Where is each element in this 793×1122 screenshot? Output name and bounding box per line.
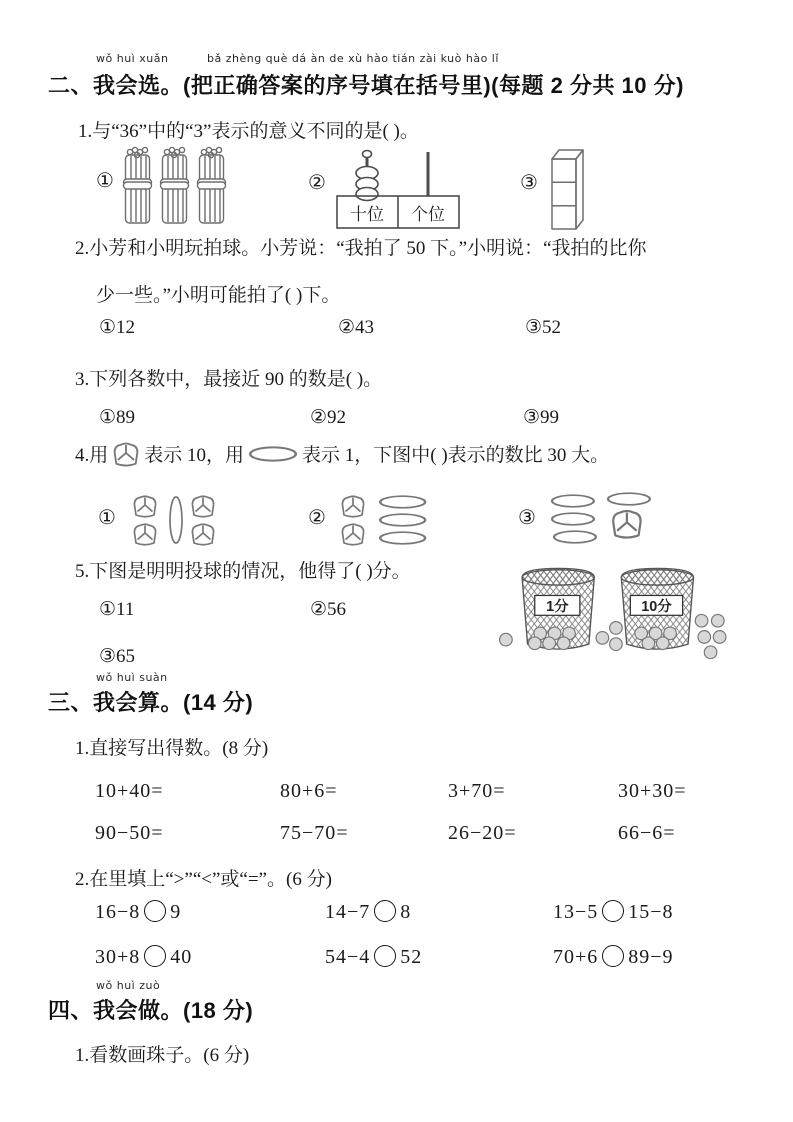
answer-circle bbox=[602, 900, 624, 922]
section3-sub2-text: 2.在里填上“>”“<”或“=”。(6 分) bbox=[75, 869, 332, 890]
q4-option-2 bbox=[308, 505, 326, 530]
cmp-left: 14−7 bbox=[325, 901, 371, 923]
calc-expression: 30+30= bbox=[618, 780, 687, 802]
q2-option-2: ②43 bbox=[338, 317, 375, 338]
section4-pinyin: wǒ huì zuò bbox=[96, 979, 161, 992]
calc-expression: 66−6= bbox=[618, 822, 676, 844]
cube-stack-image bbox=[550, 146, 588, 232]
answer-circle bbox=[144, 900, 166, 922]
q4-option1-image bbox=[128, 492, 228, 550]
answer-circle bbox=[144, 945, 166, 967]
q4-text-mid2: 表示 1，下图中( )表示的数比 30 大。 bbox=[302, 445, 610, 466]
q3-text: 3.下列各数中，最接近 90 的数是( )。 bbox=[75, 369, 383, 390]
calc-expression: 3+70= bbox=[448, 780, 506, 802]
section2-title: 二、我会选。(把正确答案的序号填在括号里)(每题 2 分共 10 分) bbox=[48, 73, 684, 98]
basket1-score-label: 1分 bbox=[546, 598, 569, 615]
q4-option3-label: ③ bbox=[518, 507, 536, 529]
cmp-left: 16−8 bbox=[95, 901, 141, 923]
section3-pinyin: wǒ huì suàn bbox=[96, 671, 168, 684]
q4-text bbox=[75, 440, 609, 467]
cmp-right: 9 bbox=[170, 901, 182, 923]
section4-sub1-text: 1.看数画珠子。(6 分) bbox=[75, 1045, 250, 1066]
section3-sub1-text: 1.直接写出得数。(8 分) bbox=[75, 738, 269, 759]
cmp-right: 40 bbox=[170, 946, 193, 968]
q4-option3-image bbox=[548, 492, 668, 550]
stick-bundles-image bbox=[122, 146, 230, 228]
calc-expression: 80+6= bbox=[280, 780, 338, 802]
q4-option-1 bbox=[98, 505, 116, 530]
section4-title: 四、我会做。(18 分) bbox=[48, 998, 254, 1023]
cmp-right: 15−8 bbox=[628, 901, 674, 923]
calc-expression: 10+40= bbox=[95, 780, 164, 802]
q4-option3-drawing bbox=[548, 492, 668, 550]
q5-text: 5.下图是明明投球的情况，他得了( )分。 bbox=[75, 561, 411, 582]
place-value-abacus-image bbox=[336, 148, 462, 230]
cmp-right: 52 bbox=[400, 946, 423, 968]
comparison-problem bbox=[325, 945, 422, 969]
q3-option-2: ②92 bbox=[310, 407, 347, 428]
calc-expression: 75−70= bbox=[280, 822, 349, 844]
q1-option-3 bbox=[520, 170, 538, 195]
q5-option-3: ③65 bbox=[99, 646, 136, 667]
ten-unit-shape-icon bbox=[112, 441, 140, 467]
throwing-baskets-image bbox=[493, 563, 728, 664]
q4-option1-label: ① bbox=[98, 507, 116, 529]
q1-option-2 bbox=[308, 170, 326, 195]
section2-pinyin-2: bǎ zhèng què dá àn de xù hào tián zài kuò hào lǐ bbox=[207, 52, 499, 65]
abacus-ones-label: 个位 bbox=[411, 205, 445, 224]
answer-circle bbox=[602, 945, 624, 967]
cmp-left: 54−4 bbox=[325, 946, 371, 968]
q4-option2-drawing bbox=[338, 492, 438, 550]
answer-circle bbox=[374, 900, 396, 922]
cmp-right: 8 bbox=[400, 901, 412, 923]
comparison-problem bbox=[553, 900, 674, 924]
comparison-problem bbox=[325, 900, 411, 924]
q4-option1-drawing bbox=[128, 492, 228, 550]
place-value-abacus-drawing bbox=[336, 148, 462, 230]
q4-option-3 bbox=[518, 505, 536, 530]
cmp-right: 89−9 bbox=[628, 946, 674, 968]
cube-stack-drawing bbox=[550, 146, 588, 232]
q1-option2-label: ② bbox=[308, 172, 326, 194]
q4-text-mid1: 表示 10，用 bbox=[144, 445, 245, 466]
cmp-left: 70+6 bbox=[553, 946, 599, 968]
q4-option2-image bbox=[338, 492, 438, 550]
throwing-baskets-drawing bbox=[493, 563, 728, 664]
q3-option-3: ③99 bbox=[523, 407, 560, 428]
q1-option3-label: ③ bbox=[520, 172, 538, 194]
comparison-problem bbox=[95, 900, 181, 924]
cmp-left: 13−5 bbox=[553, 901, 599, 923]
q2-text-line1: 2.小芳和小明玩拍球。小芳说：“我拍了 50 下。”小明说：“我拍的比你 bbox=[75, 238, 647, 259]
one-unit-shape-icon bbox=[248, 446, 298, 462]
q2-option-3: ③52 bbox=[525, 317, 562, 338]
q5-option-2: ②56 bbox=[310, 599, 347, 620]
q1-option-1 bbox=[96, 168, 114, 193]
answer-circle bbox=[374, 945, 396, 967]
abacus-tens-label: 十位 bbox=[350, 205, 384, 224]
calc-expression: 26−20= bbox=[448, 822, 517, 844]
section2-pinyin-1: wǒ huì xuǎn bbox=[96, 52, 169, 65]
q5-option-1: ①11 bbox=[99, 599, 135, 620]
comparison-problem bbox=[553, 945, 674, 969]
q1-option1-label: ① bbox=[96, 170, 114, 192]
comparison-problem bbox=[95, 945, 192, 969]
section3-title: 三、我会算。(14 分) bbox=[48, 690, 254, 715]
cmp-left: 30+8 bbox=[95, 946, 141, 968]
q2-text-line2: 少一些。”小明可能拍了( )下。 bbox=[96, 285, 341, 306]
q4-text-pre: 4.用 bbox=[75, 445, 109, 466]
q1-text: 1.与“36”中的“3”表示的意义不同的是( )。 bbox=[78, 121, 419, 142]
q2-option-1: ①12 bbox=[99, 317, 136, 338]
calc-expression: 90−50= bbox=[95, 822, 164, 844]
basket2-score-label: 10分 bbox=[641, 598, 672, 615]
q3-option-1: ①89 bbox=[99, 407, 136, 428]
q4-option2-label: ② bbox=[308, 507, 326, 529]
stick-bundles-drawing bbox=[122, 146, 230, 228]
